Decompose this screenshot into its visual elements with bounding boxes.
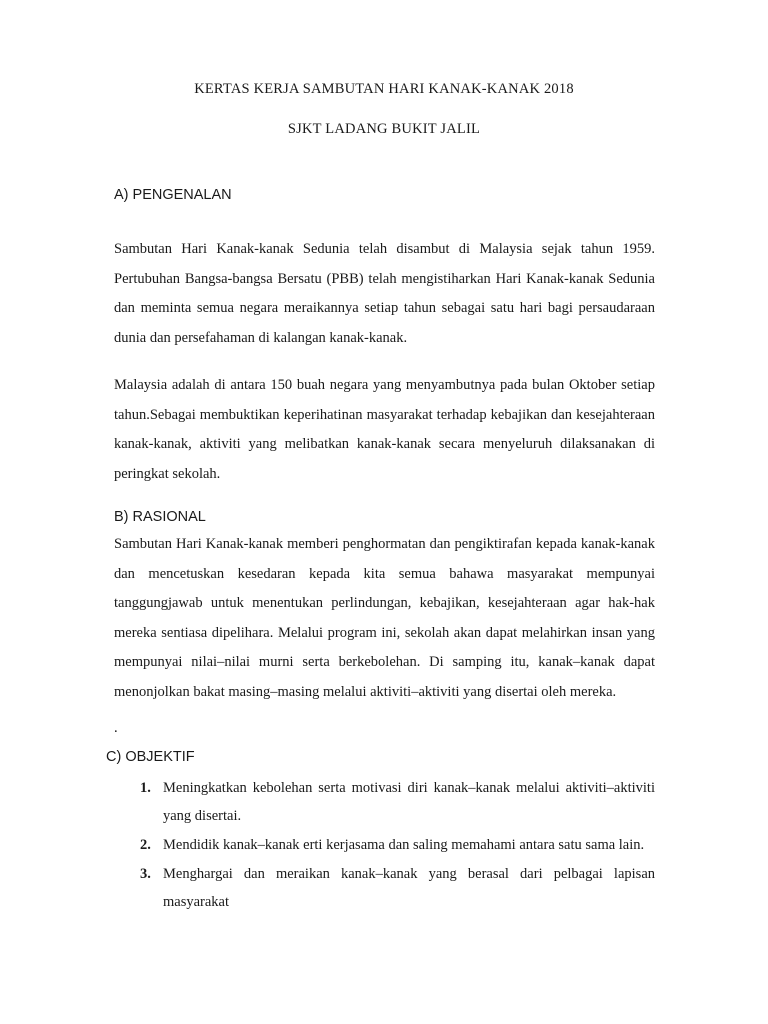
stray-mark: .: [114, 720, 118, 736]
section-a-paragraph-1: Sambutan Hari Kanak-kanak Sedunia telah disambut di Malaysia sejak tahun 1959. Pertubuhan Bangsa-bangsa Bersatu (PBB) telah mengistiharkan Hari Kanak-kanak Sedunia dan meminta semua negara meraikannya setiap tahun sebagai satu hari bagi persaudaraan dunia dan persefahaman di kalangan kanak-kanak.: [114, 241, 655, 346]
section-a-paragraph-2: Malaysia adalah di antara 150 buah negara yang menyambutnya pada bulan Oktober setiap tahun.Sebagai membuktikan keperihatinan masyarakat terhadap kebajikan dan kesejahteraan kanak-kanak, aktiviti yang melibatkan kanak-kanak secara menyeluruh dilaksanakan di peringkat sekolah.: [114, 377, 655, 482]
document-title: KERTAS KERJA SAMBUTAN HARI KANAK-KANAK 2018: [194, 81, 574, 97]
objectives-list: [140, 774, 655, 917]
objective-item: [140, 831, 655, 859]
section-c-heading: C) OBJEKTIF: [106, 749, 195, 765]
objective-number: 1.: [140, 780, 151, 796]
objective-number: 2.: [140, 837, 151, 853]
school-name: SJKT LADANG BUKIT JALIL: [287, 121, 481, 137]
objective-text: Menghargai dan meraikan kanak–kanak yang berasal dari pelbagai lapisan masyarakat: [163, 866, 655, 910]
objective-text: Meningkatkan kebolehan serta motivasi diri kanak–kanak melalui aktiviti–aktiviti yang disertai.: [163, 780, 655, 824]
section-a-heading: A) PENGENALAN: [114, 187, 232, 203]
objective-item: [140, 860, 655, 916]
section-b-paragraph: Sambutan Hari Kanak-kanak memberi penghormatan dan pengiktirafan kepada kanak-kanak dan mencetuskan kesedaran kepada kita semua bahawa masyarakat mempunyai tanggungjawab untuk menentukan perlindungan, kebajikan, kesejahteraan agar hak-hak mereka sentiasa dipelihara. Melalui program ini, sekolah akan dapat melahirkan insan yang mempunyai nilai–nilai murni serta berkebolehan. Di samping itu, kanak–kanak dapat menonjolkan bakat masing–masing melalui aktiviti–aktiviti yang disertai oleh mereka.: [114, 536, 655, 700]
section-b-heading: B) RASIONAL: [114, 509, 206, 525]
objective-item: [140, 774, 655, 830]
objective-number: 3.: [140, 866, 151, 882]
objective-text: Mendidik kanak–kanak erti kerjasama dan saling memahami antara satu sama lain.: [163, 837, 645, 853]
